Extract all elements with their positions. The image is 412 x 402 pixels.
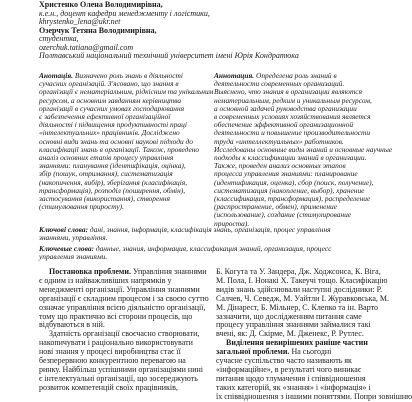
abstract-ru-line: а основной задачей руководства организации	[214, 103, 357, 113]
body-left-line: Постановка проблеми. Управління знаннями	[49, 267, 207, 276]
abstract-ru-line: Также, проведен анализ основных этапов	[214, 161, 346, 171]
abstract-ru-line: труда «интеллектуальных» работников.	[214, 136, 344, 146]
abstract-uk-line: основні види знань та основні наукові підходи до	[39, 136, 193, 146]
body-right-line: «інформаційне», в результаті чого виникає	[216, 364, 362, 374]
body-right-line: таких категорій, як «знання» і «інформація» і	[216, 382, 371, 392]
body-right-line: Виділення невирішених раніше частин	[226, 338, 368, 348]
abstract-ru-line: Аннотация. Определена роль знаний в	[214, 71, 337, 80]
abstract-uk-line: застосування (використання), створення	[39, 194, 170, 204]
body-right-line: Б. Когута та У. Зандера, Дж. Ходжсонса, К. Віга,	[216, 267, 381, 276]
body-left-line: розвиток компетенцій своїх працівників,	[39, 382, 178, 392]
abstract-uk-line: аналіз основних етапів процесу управління	[39, 153, 174, 163]
abstract-ru-line: прироста).	[214, 218, 250, 228]
abstract-uk-line: організації в сучасних умовах господарювання	[39, 103, 185, 113]
abstract-ru-line: деятельности современных организаций.	[214, 79, 345, 89]
author2-role: студентка,	[39, 34, 79, 43]
abstract-uk-line: трансформація), розподіл (поширення, обмін),	[39, 185, 186, 195]
body-right-line: питання щодо тлумачення і співвідношення	[216, 373, 366, 383]
body-left-line: відбуваються в ній.	[39, 320, 105, 330]
body-right-line: їх співвідношення з іншими поняттями. Попри зовнішню	[216, 391, 412, 401]
abstract-uk-line: знаннями: планування (ідентифікація, оцінка),	[39, 161, 186, 171]
body-left-column	[39, 267, 209, 393]
abstract-uk-line: (накопичення, вибір), зберігання (класифікація,	[39, 177, 188, 187]
author2-name: Озерчук Тетяна Володимирівна,	[39, 25, 157, 35]
abstract-ru-line: в современных условиях хозяйствования является	[214, 112, 371, 122]
keywords-uk-text-1: дані, знання, інформація, класифікація знань, організація, процес управління	[88, 225, 331, 234]
abstract-uk-line: ресурсом, а основним завданням керівництва	[39, 95, 182, 105]
abstract-ru-line: Выяснено, что знания в организации являются	[214, 87, 363, 97]
body-left-line: менеджменті організації. Управління знаннями	[39, 284, 200, 294]
body-left-line: організації є складним процесом і за своєю суттю	[39, 293, 209, 303]
abstract-uk-line: сучасних організацій. З'ясовано, що знання в	[39, 79, 179, 89]
body-right-column	[216, 267, 412, 402]
body-left-line: нові знання у процесі виробництва стає її	[39, 347, 181, 357]
author1-role: к.е.н., доцент кафедри менеджменту і логістики,	[39, 8, 210, 18]
abstract-ru-line: обеспечение эффективной организационной	[214, 120, 354, 130]
body-right-line: процесу управління знаннями займалися такі	[216, 320, 371, 330]
abstract-ru-line: Исследованы основные виды знаний и основные научные	[214, 144, 393, 154]
keywords-uk-text-2: знаннями, управління.	[39, 233, 108, 243]
author1-email: khrystenko_lena@ukr.net	[39, 17, 121, 26]
abstract-russian	[214, 71, 393, 228]
abstract-ru-line: нематериальным, редким и уникальным ресурсом,	[214, 95, 372, 105]
keywords-ru-text-2: управления знаниями.	[39, 252, 108, 262]
abstract-uk-line: «інтелектуальних» працівників. Досліджено	[39, 128, 180, 138]
abstract-uk-line: є забезпечення ефективної організаційної	[39, 112, 171, 122]
body-right-line: вчені, як: Д. Скірме, М. Дженекс, Р. Рутлес.	[216, 329, 364, 339]
abstract-uk-line: збір (пошук, отримання), систематизація	[39, 169, 173, 179]
body-right-line: зазначити, що дослідженням питання саме	[216, 311, 362, 321]
body-left-line: є інтелектуальні організації, що зосереджують	[39, 373, 198, 383]
abstract-uk-line: класифікації знань в організації. Також, проведено	[39, 144, 200, 154]
abstract-ru-line: систематизация (накопление, выбор), хранение	[214, 185, 365, 195]
author1-name: Христенко Олена Володимирівна,	[39, 0, 163, 9]
abstract-ru-line: (использование), создание (стимулирование	[214, 210, 352, 220]
keywords-ukrainian	[39, 226, 379, 242]
abstract-uk-line: Анотація. Визначено роль знань в діяльності	[39, 71, 183, 80]
body-left-line: ринку. Найбільш успішними організаціями нині	[39, 364, 203, 374]
abstract-uk-line: діяльності і підвищення продуктивності праці	[39, 120, 187, 130]
body-right-line: сучасне суспільство часто називають як	[216, 356, 352, 366]
body-right-line: загальної проблеми. На сьогодні	[216, 347, 332, 357]
abstract-ukrainian	[39, 71, 214, 212]
abstract-uk-line: (стимулювання приросту).	[39, 202, 124, 212]
abstract-uk-line: організації є нематеріальним, рідкісним та унікальним	[39, 87, 214, 97]
abstract-ru-line: подходы к классификации знаний в организации.	[214, 153, 367, 163]
keywords-ru-text-1: данные, знания, информация, классификация знаний, организация, процесс	[94, 244, 332, 253]
body-right-line: М. Пола, І. Нонакі Х. Такеучі тощо. Класифікацію	[216, 275, 388, 285]
abstract-ru-line: (распространение, обмен), применение	[214, 202, 338, 212]
abstract-ru-line: процесса управления знаниями: планирование	[214, 169, 358, 179]
body-left-line: є одним із найважливіших напрямків у	[39, 275, 172, 285]
abstract-ru-line: (идентификация, оценка), сбор (поиск, получение),	[214, 177, 374, 187]
body-left-line: Здатність організації своєчасно створювати,	[49, 329, 200, 339]
abstract-ru-line: (классификация, трансформация), распределение	[214, 194, 371, 204]
affiliation: Полтавський національний технічний університет імені Юрія Кондратюка	[39, 51, 299, 60]
body-left-line: накопичувати і раціонально використовувати	[39, 338, 193, 348]
body-left-line: безперервною конкурентною перевагою на	[39, 356, 186, 366]
keywords-ru-label: Ключевые слова:	[39, 244, 94, 253]
body-left-line: тому що практично всі сторони процесів, що	[39, 311, 193, 321]
body-right-line: Салчев, Ч. Севедж, М. Уайтли І. Журавковська, М.	[216, 293, 390, 303]
body-right-line: видів знань здійснювали наступні дослідники: Р.	[216, 284, 383, 294]
abstract-ru-line: деятельности и повышение производительности	[214, 128, 371, 138]
keywords-uk-label: Ключові слова:	[39, 225, 89, 234]
author2-email: ozerchuk.tatiana@gmail.com	[39, 42, 134, 52]
body-left-line: означає управління всією діяльністю організації,	[39, 302, 206, 312]
keywords-russian	[39, 245, 379, 261]
body-right-line: М. Дінарест, Б. Мільнер, С. Клепко та ін. Варто	[216, 302, 379, 312]
